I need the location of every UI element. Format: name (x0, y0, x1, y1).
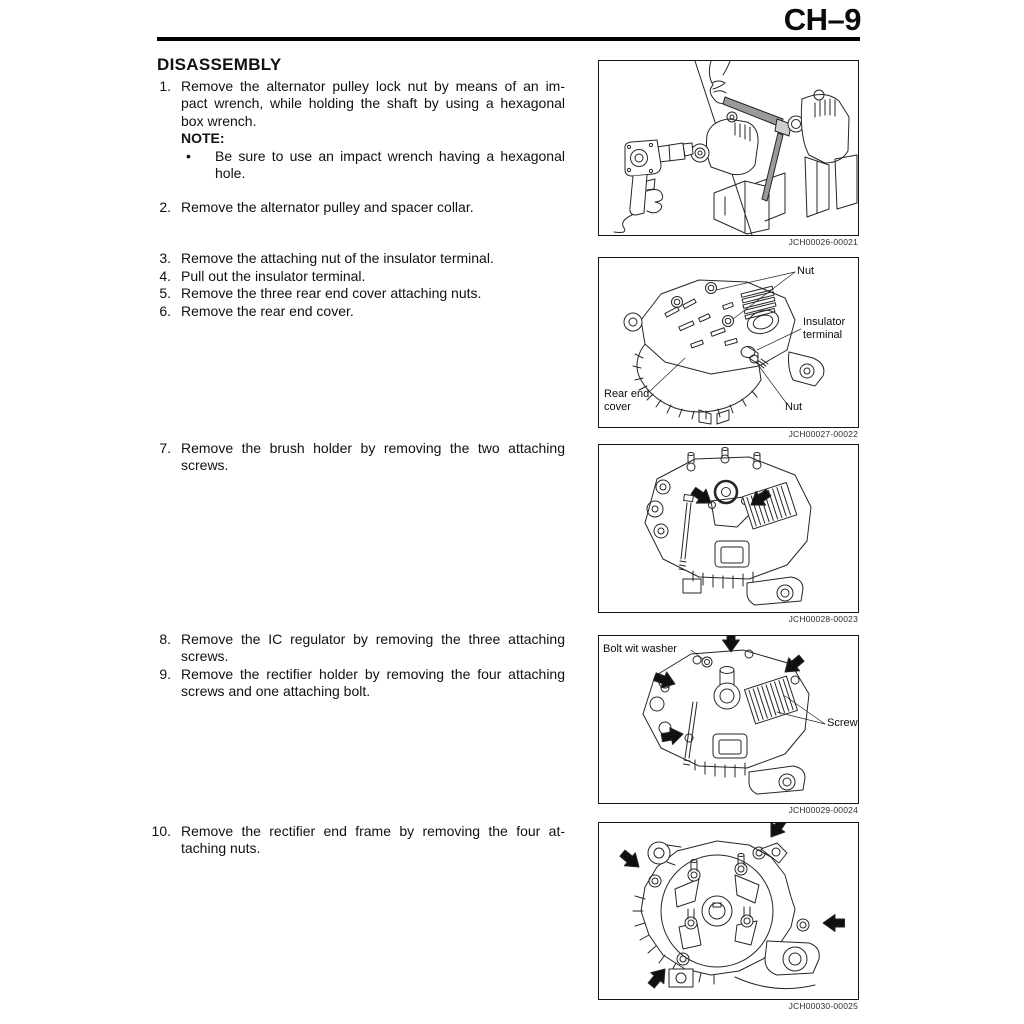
step-10 (150, 823, 568, 858)
step-text-line: Remove the three rear end cover attaching nuts. (181, 285, 482, 301)
step-7 (150, 440, 568, 475)
note-bullet (181, 148, 565, 183)
figure-end-frame (598, 822, 859, 1011)
step-text-line: screws and one attaching bolt. (181, 683, 371, 700)
step-1 (150, 78, 568, 182)
page-code: CH–9 (783, 2, 861, 37)
step-2 (150, 199, 568, 216)
step-text-line: taching nuts. (181, 840, 261, 857)
step-number: 6. (159, 302, 171, 319)
figure-label-screw: Screw (827, 717, 858, 729)
bullet-text-line: Be sure to use an impact wrench having a hexagonal (215, 147, 565, 164)
step-text-line: box wrench. (181, 112, 257, 129)
step-number: 5. (159, 285, 171, 301)
step-text-line: Remove the rear end cover. (181, 302, 354, 319)
step-text-line: Remove the attaching nut of the insulator terminal. (181, 250, 494, 266)
step-number: 7. (159, 440, 171, 456)
step-number: 4. (159, 267, 171, 284)
figure-caption: JCH00027-00022 (788, 429, 858, 439)
step-5 (150, 285, 568, 302)
step-text-line: Remove the rectifier end frame by removing the four at- (181, 823, 565, 839)
figure-impact-wrench (598, 60, 859, 247)
step-3 (150, 250, 568, 267)
step-text-line: Remove the rectifier holder by removing the four attaching (181, 666, 565, 682)
step-number: 9. (159, 666, 171, 682)
step-8 (150, 631, 568, 666)
header-rule (157, 37, 860, 41)
brush-holder-illustration (599, 445, 858, 612)
step-text-line: Remove the alternator pulley lock nut by means of an im- (181, 78, 565, 94)
figure-caption: JCH00029-00024 (788, 805, 858, 815)
step-6 (150, 303, 568, 320)
figure-label-insulator-terminal: Insulator terminal (803, 316, 846, 341)
step-text-line: screws. (181, 648, 229, 665)
step-text-line: screws. (181, 457, 229, 474)
step-number: 1. (159, 78, 171, 94)
impact-wrench-illustration (599, 61, 858, 235)
figure-rear-end-cover (598, 257, 859, 439)
step-4 (150, 268, 568, 285)
step-number: 10. (151, 823, 171, 839)
figure-brush-holder (598, 444, 859, 624)
rectifier-holder-illustration (599, 636, 858, 803)
figure-label-nut-top: Nut (797, 265, 815, 277)
figure-rectifier-holder (598, 635, 859, 815)
figure-label-nut-bottom: Nut (785, 401, 803, 413)
figure-label-rear-end-cover: Rear end cover (604, 388, 650, 413)
bullet-text-line: hole. (215, 165, 246, 182)
step-9 (150, 666, 568, 701)
figure-caption: JCH00030-00025 (788, 1001, 858, 1011)
note-label: NOTE: (181, 130, 225, 147)
figure-label-bolt-with-washer: Bolt wit washer (603, 643, 677, 655)
figure-caption: JCH00026-00021 (788, 237, 858, 247)
step-text-line: pact wrench, while holding the shaft by using a hexagonal (181, 95, 565, 112)
step-text-line: Remove the IC regulator by removing the three attaching (181, 631, 565, 647)
end-frame-illustration (599, 823, 858, 999)
bullet-glyph: • (186, 147, 191, 164)
section-title: DISASSEMBLY (157, 55, 282, 74)
step-number: 8. (159, 631, 171, 647)
step-text-line: Remove the alternator pulley and spacer collar. (181, 199, 474, 215)
step-text-line: Pull out the insulator terminal. (181, 267, 366, 284)
step-text-line: Remove the brush holder by removing the two attaching (181, 440, 565, 456)
step-number: 3. (159, 250, 171, 266)
figure-caption: JCH00028-00023 (788, 614, 858, 624)
step-number: 2. (159, 199, 171, 215)
